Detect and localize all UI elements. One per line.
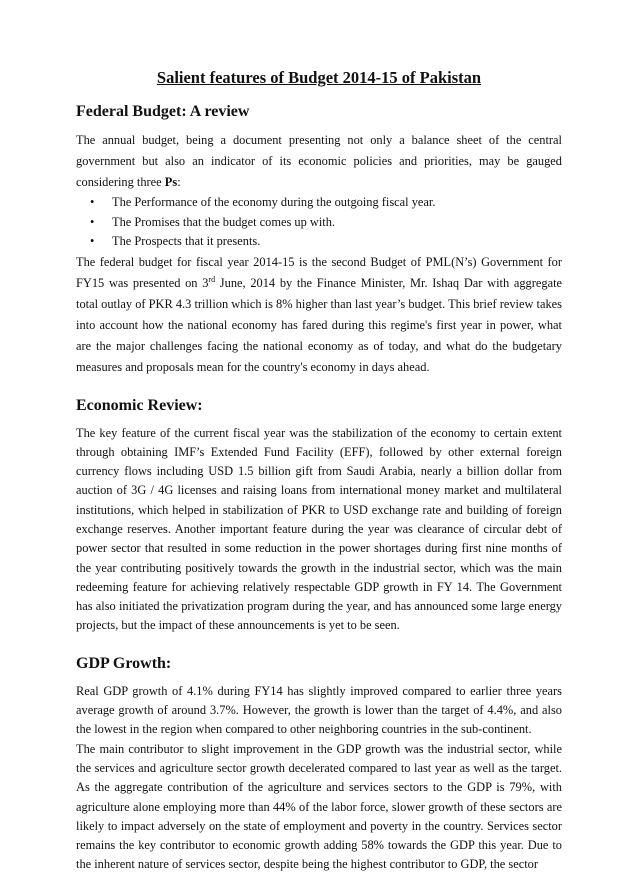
list-item: [90, 213, 562, 233]
document-page: [76, 68, 562, 875]
intro-end: :: [177, 175, 181, 189]
three-ps-list: [76, 193, 562, 252]
ordinal-suffix: rd: [208, 274, 216, 284]
bullet-icon: •: [90, 214, 95, 229]
federal-budget-heading: Federal Budget: A review: [76, 103, 250, 120]
list-item-text: The Performance of the economy during the outgoing fiscal year.: [112, 195, 436, 209]
para2-part1: The federal budget for fiscal year 2014-15 is the second Budget of PML(N’s) Government for FY15 was presented on 3: [76, 254, 562, 290]
gdp-growth-heading: GDP Growth:: [76, 654, 172, 672]
economic-review-heading: Economic Review:: [76, 396, 203, 414]
intro-text: The annual budget, being a document presenting not only a balance sheet of the central government but also an indicator of its economic policies and priorities, may be gauged considering three: [76, 133, 562, 189]
gdp-growth-paragraph-2: The main contributor to slight improvement in the GDP growth was the industrial sector, while the services and agriculture sector growth decelerated compared to last year as well as the target. As the aggregate contribution of the agriculture and services sectors to the GDP is 79%, with agriculture alone employing more than 44% of the labor force, slower growth of these sectors are likely to impact adversely on the state of employment and poverty in the country. Services sector remains the key contributor to economic growth adding 58% towards the GDP this year. Due to the inherent nature of services sector, despite being the highest contributor to GDP, the sector: [76, 741, 562, 872]
bullet-icon: •: [90, 234, 95, 248]
list-item: [90, 193, 562, 213]
bullet-icon: •: [90, 195, 95, 209]
list-item-text: The Promises that the budget comes up with.: [112, 214, 335, 229]
para2-part2: June, 2014 by the Finance Minister, Mr. Ishaq Dar with aggregate total outlay of PKR 4.3 trillion which is 8% higher than last year’s budget. This brief review takes into account how the national economy has fared during this regime's first year in power, what are the major challenges facing the national economy as of today, and what do the budgetary measures and proposals mean for the country's economy in days ahead.: [76, 275, 563, 374]
federal-budget-paragraph: [76, 252, 562, 378]
intro-bold-ps: Ps: [164, 175, 178, 189]
document-title: Salient features of Budget 2014-15 of Pakistan: [156, 68, 482, 87]
gdp-growth-paragraph-1: Real GDP growth of 4.1% during FY14 has slightly improved compared to earlier three years average growth of around 3.7%. However, the growth is lower than the target of 4.4%, and also the lowest in the region when compared to other neighboring countries in the sub-continent.: [76, 683, 562, 737]
federal-budget-intro: [76, 130, 562, 193]
economic-review-paragraph: The key feature of the current fiscal year was the stabilization of the economy to certain extent through obtaining IMF’s Extended Fund Facility (EFF), followed by other external foreign currency flows including USD 1.5 billion gift from Saudi Arabia, nearly a billion dollar from auction of 3G / 4G licenses and raising loans from international money market and multilateral institutions, which helped in stabilization of PKR to USD exchange rate and building of foreign exchange reserves. Another important feature during the year was clearance of circular debt of power sector that resulted in some reduction in the power shortages during first nine months of the year contributing positively towards the growth in the industrial sector, which was the main redeeming feature for achieving relatively respectable GDP growth in FY 14. The Government has also initiated the privatization program during the year, and has announced some large energy projects, but the impact of these announcements is yet to be seen.: [76, 425, 562, 633]
list-item-text: The Prospects that it presents.: [112, 234, 261, 248]
list-item: [90, 232, 562, 252]
